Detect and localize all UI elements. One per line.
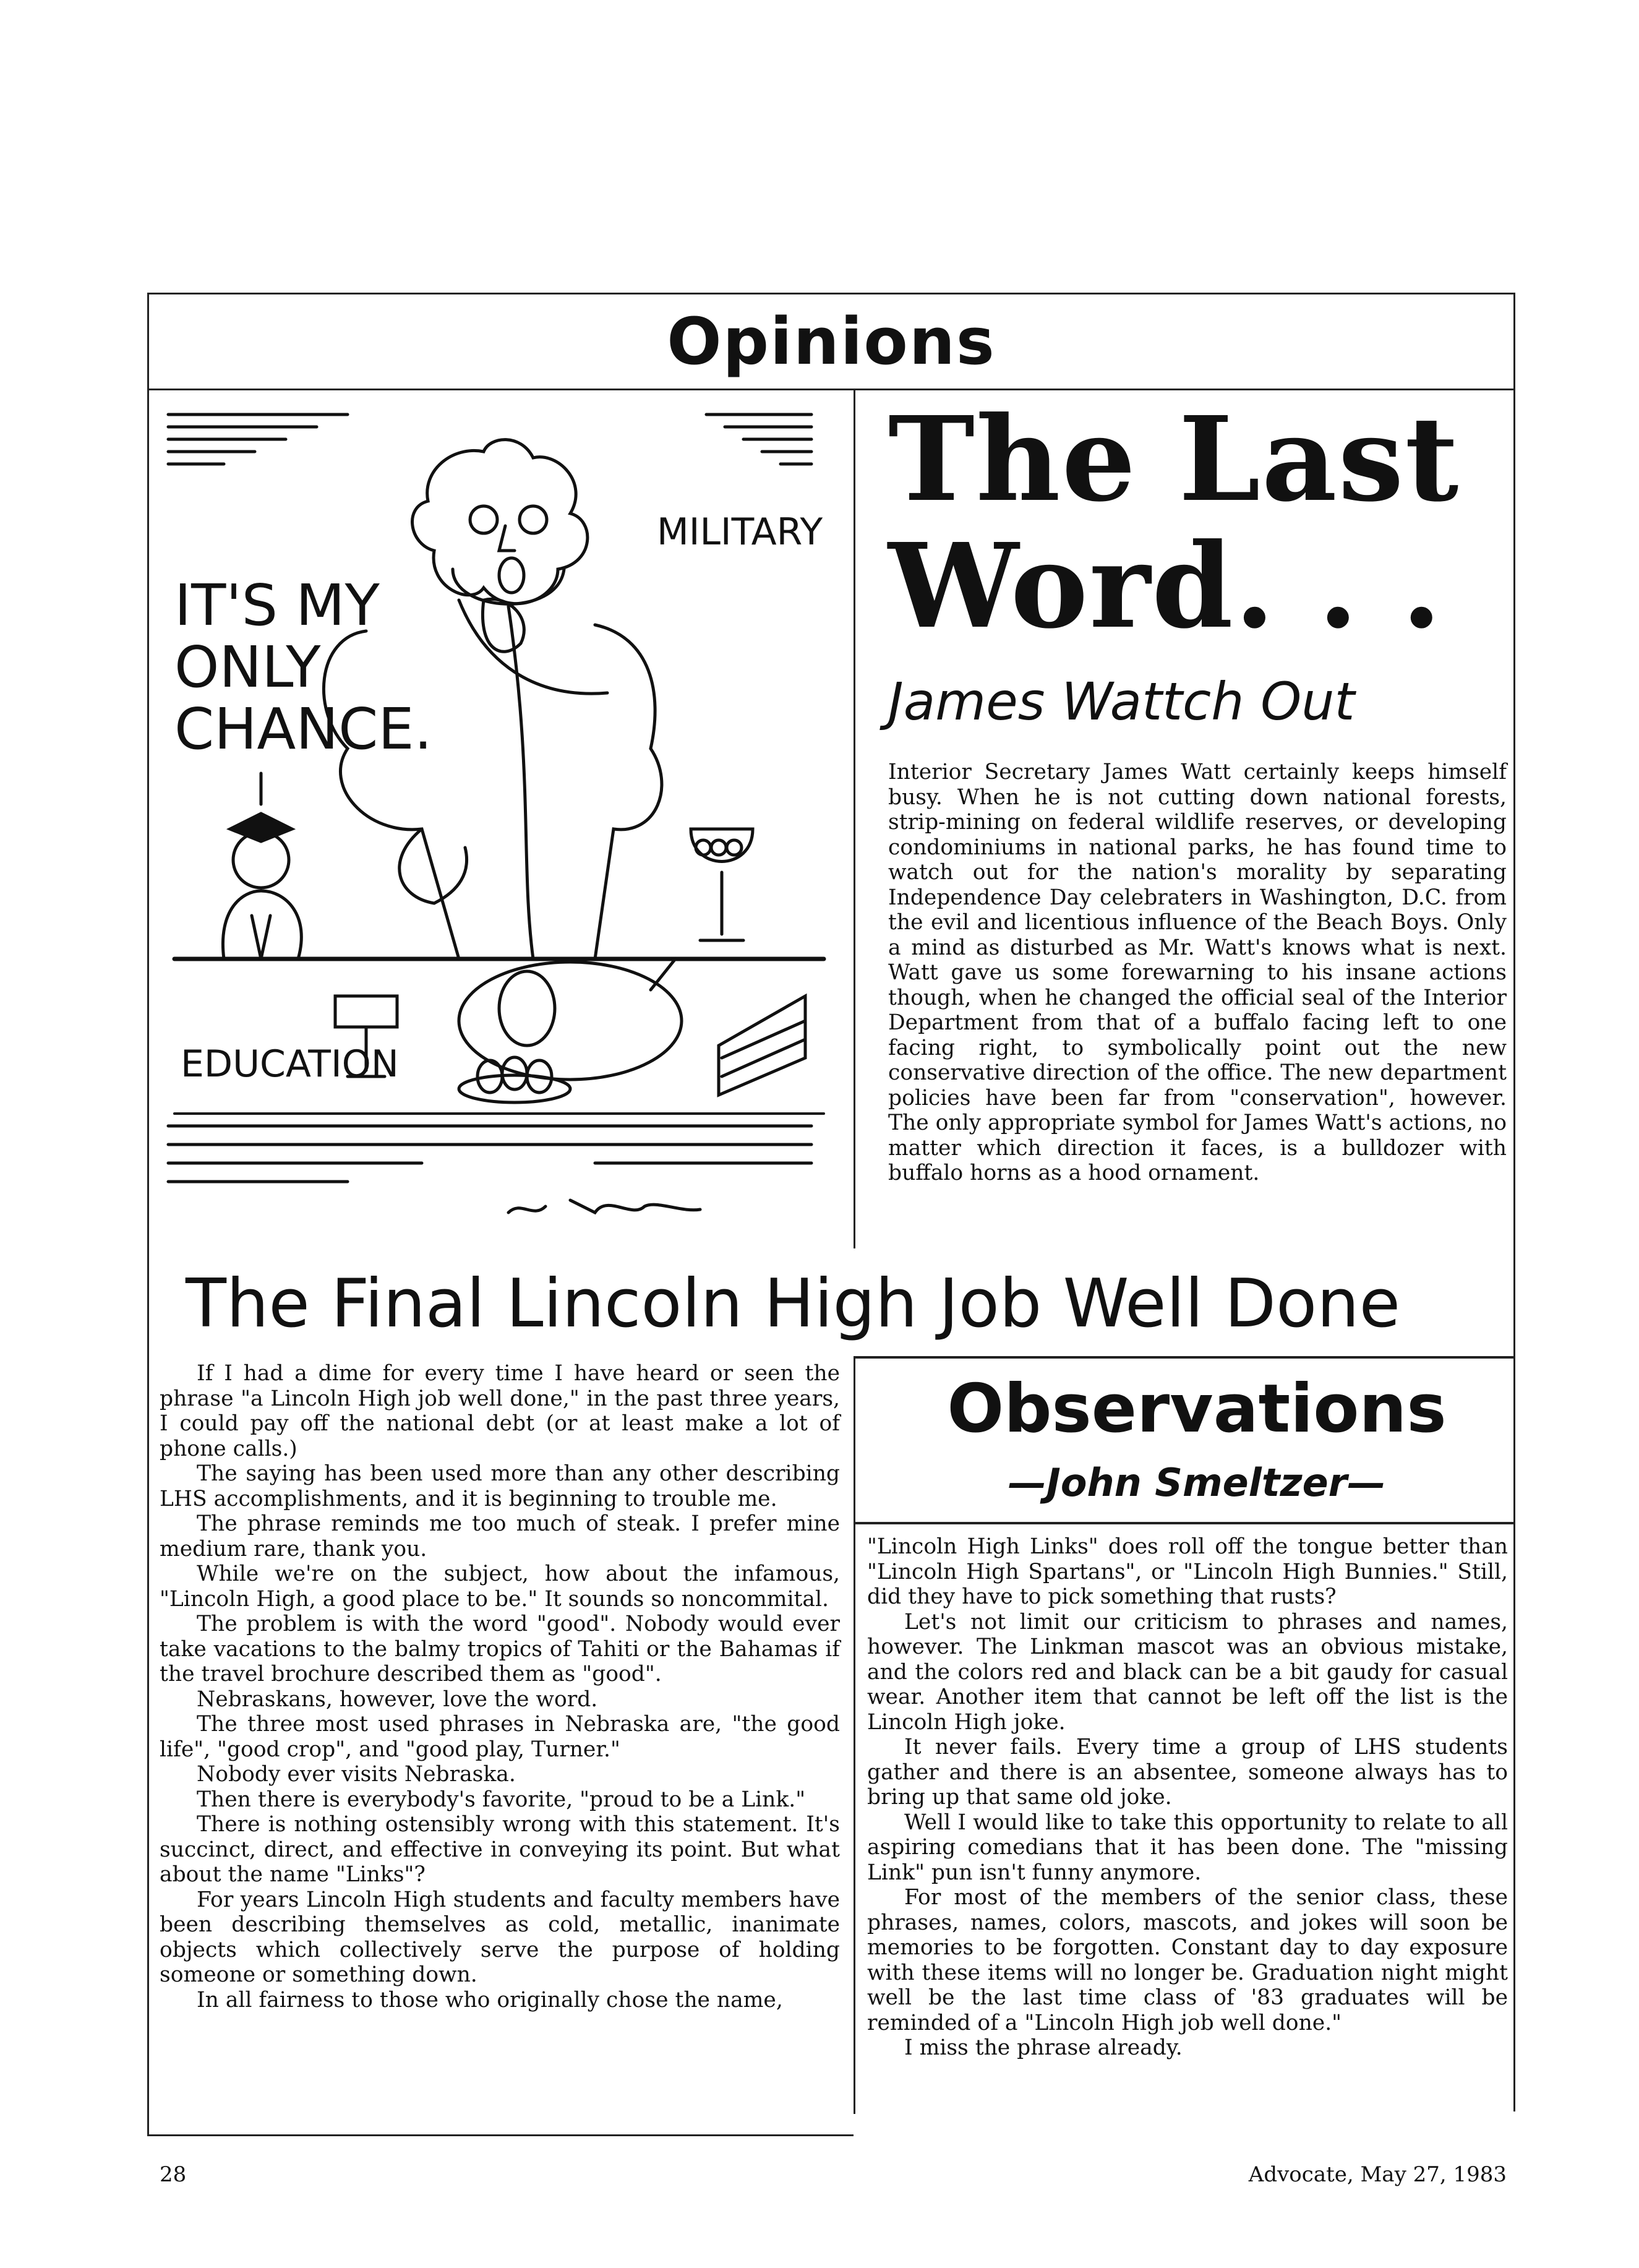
column-paragraph: The phrase reminds me too much of steak. I prefer mine medium rare, thank you.: [160, 1511, 840, 1561]
editorial-body: [888, 760, 1507, 1186]
observations-paragraph: Well I would like to take this opportunity to relate to all aspiring comedians that it has been done. The "missing Link" pun isn't funny anymore.: [867, 1810, 1508, 1885]
observations-byline: —John Smeltzer—: [1008, 1460, 1386, 1505]
page-number: 28: [160, 2162, 187, 2187]
column-paragraph: While we're on the subject, how about the infamous, "Lincoln High, a good place to be." It sounds so noncommital.: [160, 1561, 840, 1612]
editorial-paragraph: Interior Secretary James Watt certainly keeps himself busy. When he is not cutting down national forests, strip-mining on federal wildlife reserves, or developing condominiums in national parks, he has found time to watch out for the nation's morality by separating Independence Day celebraters in Washington, D.C. from the evil and licentious influence of the Beach Boys. Only a mind as disturbed as Mr. Watt's knows what is next. Watt gave us some forewarning to his insane actions though, when he changed the official seal of the Interior Department from that of a buffalo facing left to one facing right, to symbolically point out the new conservative direction of the office. The new department policies have been far from "conservation", however. The only appropriate symbol for James Watt's actions, no matter which direction it faces, is a bulldozer with buffalo horns as a hood ornament.: [888, 760, 1507, 1185]
column-paragraph: The saying has been used more than any other describing LHS accomplishments, and it is beginning to trouble me.: [160, 1461, 840, 1511]
editorial-headline: The Last Word. . .: [888, 391, 1460, 655]
frame-right-line: [1513, 293, 1515, 2111]
observations-paragraph: Let's not limit our criticism to phrases and names, however. The Linkman mascot was an obvious mistake, and the colors red and black can be a bit gaudy for casual wear. Another item that cannot be left off the list is the Lincoln High joke.: [867, 1609, 1508, 1735]
column-paragraph: The three most used phrases in Nebraska are, "the good life", "good crop", and "good play, Turner.": [160, 1712, 840, 1762]
section-title: Opinions: [667, 304, 996, 379]
column-paragraph: For years Lincoln High students and faculty members have been describing themselves as cold, metallic, inanimate objects which collectively serve the purpose of holding someone or something down.: [160, 1887, 840, 1987]
cartoon-speech-line-3: CHANCE.: [174, 696, 432, 762]
editorial-subhead: James Wattch Out: [888, 671, 1355, 732]
observations-paragraph: For most of the members of the senior class, these phrases, names, colors, mascots, and jokes will soon be memories to be forgotten. Constant day to day exposure with these items will no longer be. Graduation night might well be the last time class of '83 graduates will be reminded of a "Lincoln High job well done.": [867, 1885, 1508, 2035]
cartoon-speech-line-2: ONLY: [174, 634, 321, 700]
obs-bottom-rule: [854, 1522, 1515, 1524]
column-paragraph: Then there is everybody's favorite, "proud to be a Link.": [197, 1787, 806, 1812]
editorial-cartoon: [162, 402, 841, 1245]
column-paragraph: Nebraskans, however, love the word.: [197, 1686, 598, 1712]
observations-title: Observations: [947, 1370, 1447, 1448]
cartoon-label-military: MILITARY: [657, 510, 823, 554]
frame-left-line: [147, 293, 149, 2136]
frame-bottom-line: [147, 2134, 854, 2136]
column-paragraph: Nobody ever visits Nebraska.: [197, 1762, 516, 1787]
cartoon-label-education: EDUCATION: [181, 1042, 399, 1086]
column-paragraph: In all fairness to those who originally chose the name,: [197, 1987, 783, 2012]
column-body: [160, 1361, 840, 2012]
top-column-divider: [854, 389, 855, 1248]
column-paragraph: The problem is with the word "good". Nobody would ever take vacations to the balmy tropics of Tahiti or the Bahamas if the travel brochure described them as "good".: [160, 1612, 840, 1686]
publication-line: Advocate, May 27, 1983: [1248, 2162, 1507, 2187]
cartoon-drawing: [162, 402, 841, 1245]
observations-paragraph: I miss the phrase already.: [904, 2035, 1183, 2060]
column-headline: The Final Lincoln High Job Well Done: [186, 1265, 1401, 1342]
obs-top-rule: [854, 1356, 1515, 1359]
observations-paragraph: "Lincoln High Links" does roll off the tongue better than "Lincoln High Spartans", or "Lincoln High Bunnies." Still, did they have to pick something that rusts?: [867, 1534, 1508, 1609]
observations-body: [867, 1534, 1508, 2061]
column-paragraph: There is nothing ostensibly wrong with this statement. It's succinct, direct, and effective in conveying its point. But what about the name "Links"?: [160, 1812, 840, 1887]
cartoon-speech-line-1: IT'S MY: [174, 572, 380, 638]
observations-paragraph: It never fails. Every time a group of LHS students gather and there is an absentee, someone always has to bring up that same old joke.: [867, 1735, 1508, 1810]
column-paragraph: If I had a dime for every time I have heard or seen the phrase "a Lincoln High job well done," in the past three years, I could pay off the national debt (or at least make a lot of phone calls.): [160, 1361, 840, 1461]
